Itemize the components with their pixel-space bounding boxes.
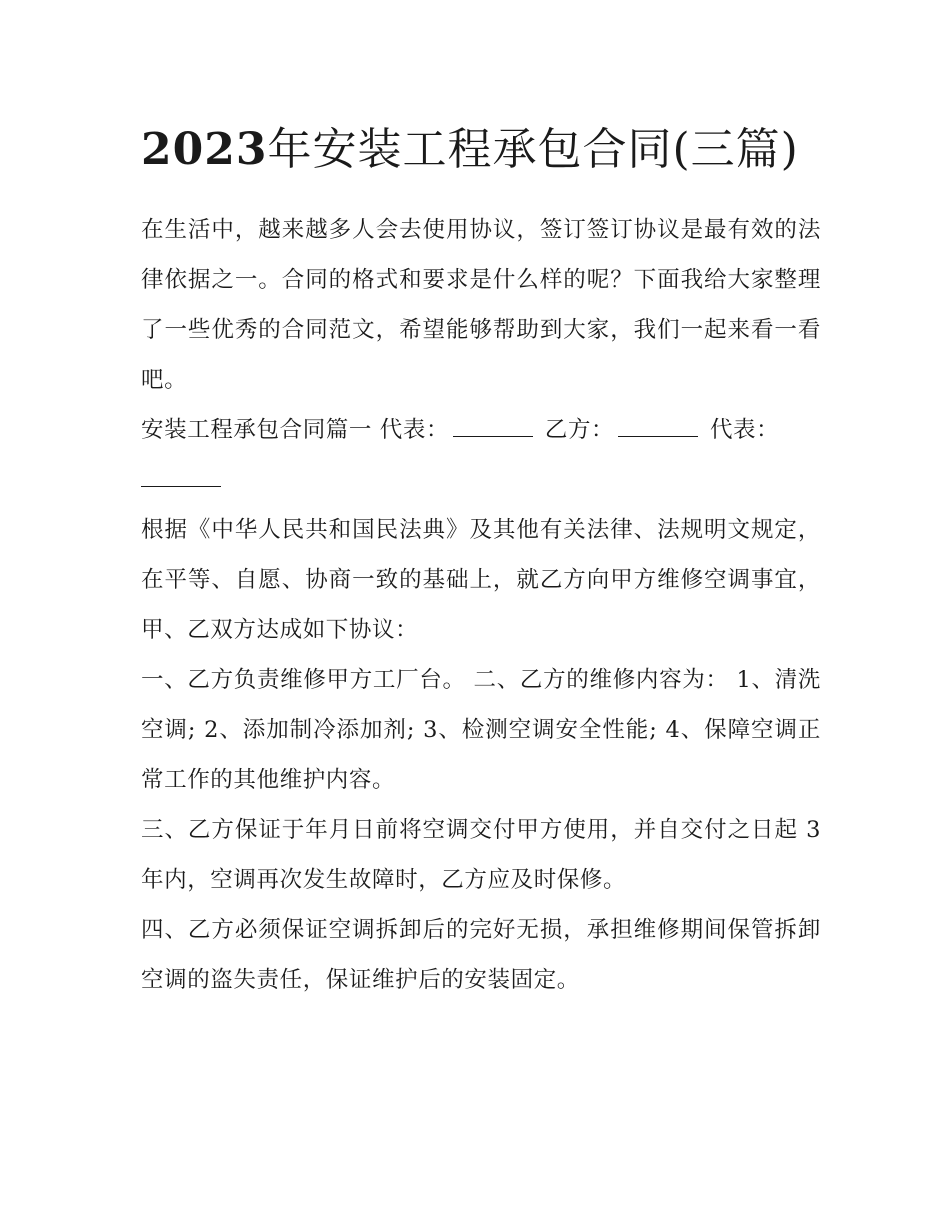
parties-line [141, 405, 821, 505]
document-title [141, 113, 821, 187]
document-content [141, 113, 821, 1005]
clause-4: 四、乙方必须保证空调拆卸后的完好无损，承担维修期间保管拆卸空调的盗失责任，保证维护后的安装固定。 [141, 917, 821, 993]
title-year: 2023 [141, 124, 268, 175]
title-text: 年安装工程承包合同(三篇) [267, 124, 799, 175]
party-b-label: 乙方： [544, 417, 615, 443]
party-b-blank [618, 414, 698, 437]
rep-blank-1 [453, 414, 533, 437]
rep-label-1: 代表： [379, 417, 450, 443]
clause-3: 三、乙方保证于年月日前将空调交付甲方使用，并自交付之日起 3 年内，空调再次发生故障时，乙方应及时保修。 [141, 817, 821, 893]
clause-1-2: 一、乙方负责维修甲方工厂台。 二、乙方的维修内容为： 1、清洗空调; 2、添加制冷添加剂; 3、检测空调安全性能; 4、保障空调正常工作的其他维护内容。 [141, 667, 821, 793]
rep-blank-2 [141, 464, 221, 487]
intro-paragraph: 在生活中，越来越多人会去使用协议，签订签订协议是最有效的法律依据之一。合同的格式和要求是什么样的呢？下面我给大家整理了一些优秀的合同范文，希望能够帮助到大家，我们一起来看一看吧。 [141, 217, 821, 393]
rep-label-2: 代表： [709, 417, 780, 443]
contract-heading: 安装工程承包合同篇一 [141, 417, 373, 443]
legal-basis-paragraph: 根据《中华人民共和国民法典》及其他有关法律、法规明文规定，在平等、自愿、协商一致的基础上，就乙方向甲方维修空调事宜，甲、乙双方达成如下协议： [141, 517, 821, 643]
